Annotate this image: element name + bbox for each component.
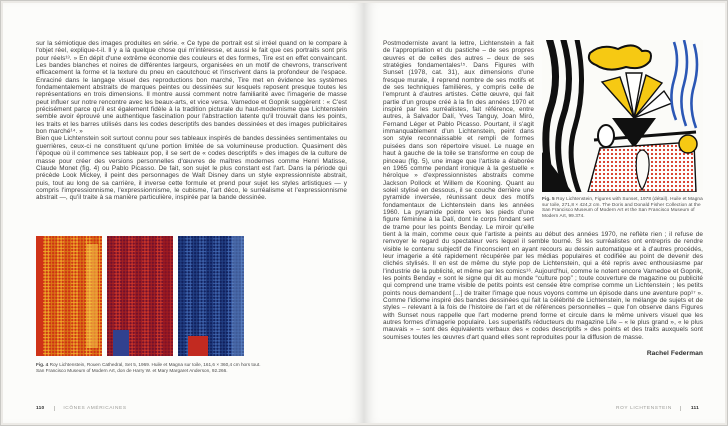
paragraph: Bien que Lichtenstein soit surtout connu pour ses tableaux inspirés de bandes dessinées sentimentales ou guerrières, ceux-ci ne constituent qu'une portion limitée de sa volumineuse production. Quasiment dès l'époque où il commence ses tableaux pop, il se sert de « codes descriptifs » des images de la culture de masse pour créer des versions personnelles d'œuvres de maîtres modernes comme Henri Matisse, Claude Monet (fig. 4) ou Pablo Picasso. De fait, son sujet le plus constant est l'art. Dans la période qui précède Look Mickey, il peint des personnages de Walt Disney dans un style expressionniste abstrait, puis, tout au long de sa carrière, il inverse cette formule et prend pour sujet les styles artistiques — y compris l'impressionnisme, l'expressionnisme, le cubisme, l'art déco, le surréalisme et l'expressionnisme abstrait —, qu'il traite à sa manière particulière, inspirée par la bande dessinée. bbox=[36, 135, 347, 202]
left-page bbox=[3, 3, 364, 423]
figure-caption-left bbox=[36, 362, 268, 373]
right-page-footer bbox=[616, 406, 699, 411]
figure-caption-text: Roy Lichtenstein, Rouen Cathedral, Set 5, 1969. Huile et Magna sur toile, 161,6 × 360,4 cm hors tout. San Francisco Museum of Modern Art, don de Harry W. et Mary Margaret Anderson, 92.266. bbox=[36, 362, 261, 373]
figure-label: Fig. 5 bbox=[542, 196, 555, 201]
right-folio-number: 111 bbox=[690, 406, 699, 411]
right-page-body-text bbox=[383, 40, 703, 357]
right-running-title: ROY LICHTENSTEIN bbox=[616, 406, 681, 411]
rouen-panel-red bbox=[107, 236, 173, 356]
right-page bbox=[364, 3, 725, 423]
figure-caption-text: Roy Lichtenstein, Figures with Sunset, 1978 (détail). Huile et Magna sur toile, 271,8 × 424,2 cm. The Doris and Donald Fisher Collection at the San Francisco Museum of Modern Art et the San Francisco Museum of Modern Art, 99.374. bbox=[542, 196, 703, 219]
rouen-cathedral-panels-image bbox=[36, 236, 268, 356]
paragraph: Postmoderniste avant la lettre, Lichtenstein a fait de l'appropriation et du pastiche – de ses propres œuvres et de celles des autres – deux de ses stratégies fondamentales¹⁵. Dans Figures with Sunset (1978, cat. 31), aux dimensions d'une fresque murale, il reprend nombre de ses motifs et de ses techniques familières, y compris celle de l'emprunt à d'autres artistes. Cette œuvre, qui fait partie d'un groupe créé à la fin des années 1970 et inspiré par les surréalistes, fait référence, entre autres, à Salvador Dalí, Yves Tanguy, Joan Miró, Fernand Léger et Pablo Picasso. Pourtant, il s'agit immanquablement d'un Lichtenstein, peint dans son style reconnaissable et rempli de formes puisées dans son répertoire visuel. Le nuage en haut à gauche de la toile se transforme en coup de pinceau (fig. 5), une image que l'artiste a élaborée en 1965 comme pendant ironique à la gestuelle « héroïque » d'expressionnistes abstraits comme Jackson Pollock et Willem de Kooning. Quant au soleil stylisé en dessous, il se couche derrière une pyramide inversée, réunissant deux des motifs fondamentaux de Lichtenstein dans les années 1960. La pyramide pointe vers les pieds d'une figure féminine à la Dalí, dont le corps fondant sert de trame pour les points Benday. Le miroir qu'elle tient à la main, comme ceux que l'artiste a peints au début des années 1970, ne reflète rien ; il refuse de renvoyer le regard du spectateur vers lequel il semble tourné. Si les surréalistes ont entrepris de rendre visible le contenu subjectif de l'inconscient en ayant recours au dessin automatique et à d'autres procédés, leur imagerie a été rapidement récupérée par les médias populaires et codifiée au point de devenir des clichés stylisés. Il en est de même du style pop de Lichtenstein, qui a été repris avec enthousiasme par l'industrie de la publicité, et même par les comics¹⁶. Aujourd'hui, comme le notent encore Varnedoe et Gopnik, les points Benday « sont le signe qui dit au monde “culture pop” ; toute couverture de magazine ou publicité qui comprend une trame visible de petits points est censée être comprise comme un Lichtenstein ; les petits points nous demandent [...] de traiter l'image que nous voyons comme un épisode dans une aventure pop¹⁷ ». Comme l'idiome inspiré des bandes dessinées qui fait la célébrité de Lichtenstein, le mélange de sujets et de styles – relevant à la fois de l'histoire de l'art et de références personnelles – que l'on observe dans Figures with Sunset nous rappelle que l'art moderne prend forme et circule dans le même univers visuel que les autres formes d'imagerie populaire. Les superlatifs réducteurs du magazine Life – « le plus grand », « le plus mauvais » – sont des équivalents verbaux des « codes descriptifs » des points et des traits auxquels sont soumises toutes les œuvres d'art quand elles sont reproduites pour la diffusion de masse. bbox=[383, 40, 703, 341]
left-running-title: ICÔNES AMÉRICAINES bbox=[54, 406, 126, 411]
figure-caption-right bbox=[542, 196, 703, 219]
left-page-body-text bbox=[36, 40, 347, 202]
rouen-panel-orange bbox=[36, 236, 102, 356]
paragraph: sur la sémiotique des images produites en série. « Ce type de portrait est si irréel quand on le compare à l'objet réel, explique-t-il. Il y a là quelque chose qui m'intéresse, et aussi le fait que ces portraits sont pris pour réels¹³. » En dépit d'une extrême économie des couleurs et des formes, Tire est en effet convaincant. Les bandes blanches et noires de différentes largeurs, organisées en un motif de chevrons, transcrivent efficacement la forme et la texture du pneu en caoutchouc et l'inscrivent dans la profondeur de l'espace. Enraciné dans le langage visuel des reproductions bon marché, Tire met en évidence les systèmes fondamentalement abstraits de marques peintes ou dessinées sur lesquels reposent presque toutes les représentations en trois dimensions. Il montre aussi comment notre familiarité avec l'imagerie de masse peut influer sur notre rencontre avec les beaux-arts, et vice versa. Varnedoe et Gopnik suggèrent : « C'est précisément parce qu'il est également fidèle à la tradition picturale du haut-modernisme que Lichtenstein semble avoir éprouvé une authentique fascination pour l'abstraction latente qu'il trouvait dans les points, les traits et les barres utilisés dans les codes descriptifs des bandes dessinées et des images publicitaires bon marché¹⁴. » bbox=[36, 40, 347, 136]
figures-with-sunset-image bbox=[542, 40, 703, 192]
author-signature: Rachel Federman bbox=[646, 350, 703, 358]
figure-label: Fig. 4 bbox=[36, 362, 49, 367]
left-folio-number: 110 bbox=[36, 406, 45, 411]
left-page-footer bbox=[36, 406, 127, 411]
rouen-panel-blue bbox=[178, 236, 244, 356]
figure-figures-with-sunset bbox=[542, 40, 703, 219]
figure-rouen-cathedral bbox=[36, 236, 268, 373]
